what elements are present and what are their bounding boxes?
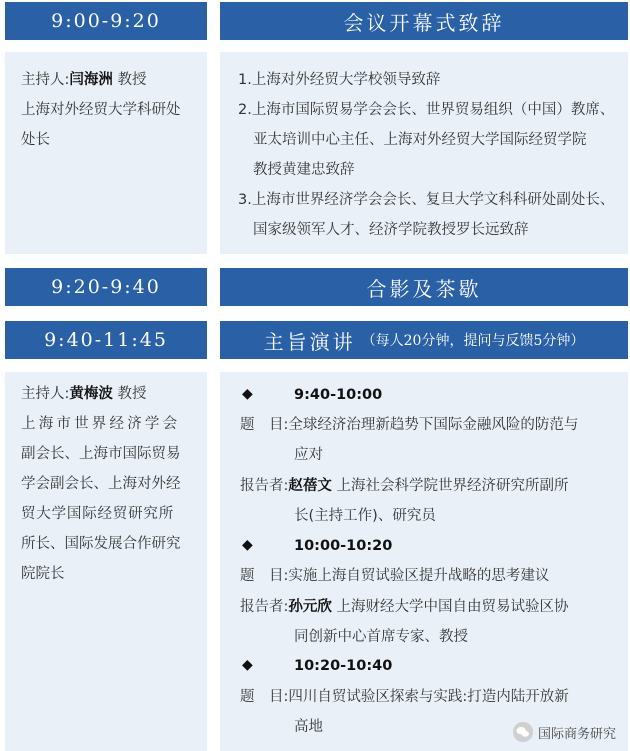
session-title-bar: [220, 268, 628, 306]
speech-item: 1.上海对外经贸大学校领导致辞: [238, 72, 441, 88]
diamond-bullet-icon: ◆: [242, 537, 253, 553]
time-slot-bar: [5, 268, 207, 306]
host-line: 主持人:黄梅波 教授: [21, 386, 147, 402]
talk-reporter: 报告者:孙元欣 上海财经大学中国自由贸易试验区协: [240, 599, 569, 615]
session-note: （每人20分钟，提问与反馈5分钟）: [361, 333, 585, 349]
wechat-icon: [512, 721, 534, 743]
reporter-name: 孙元欣: [288, 599, 332, 615]
host-title: 贸大学国际经贸研究所: [21, 506, 174, 522]
speech-item-cont: 国家级领军人才、经济学院教授罗长远致辞: [253, 222, 529, 238]
talk-reporter-cont: 同创新中心首席专家、教授: [294, 629, 468, 645]
talk-topic-cont: 应对: [294, 447, 323, 463]
host-title: 副会长、上海市国际贸易: [21, 446, 181, 462]
talk-time: 9:40-10:00: [294, 387, 383, 403]
host-title: 院院长: [21, 566, 65, 582]
diamond-bullet-icon: ◆: [242, 386, 253, 402]
host-title: 处长: [21, 132, 50, 148]
host-title: 学会副会长、上海对外经: [21, 476, 181, 492]
host-title: 上海对外经贸大学科研处: [21, 102, 181, 118]
session-title: 主旨演讲: [263, 329, 356, 354]
talk-time: 10:00-10:20: [294, 538, 393, 554]
host-title: 所长、国际发展合作研究: [21, 536, 181, 552]
speech-item-cont: 教授黄建忠致辞: [253, 162, 355, 178]
talk-time: 10:20-10:40: [294, 658, 393, 674]
talks-panel: [220, 372, 628, 751]
talk-topic: 题 目:全球经济治理新趋势下国际金融风险的防范与: [240, 417, 579, 433]
time-slot-label: 9:40-11:45: [44, 329, 168, 351]
time-slot-label: 9:00-9:20: [51, 10, 161, 32]
talk-reporter: 报告者:赵蓓文 上海社会科学院世界经济研究所副所: [240, 478, 569, 494]
talk-topic-cont: 高地: [294, 719, 323, 735]
watermark: [512, 721, 616, 743]
host-panel: [5, 52, 207, 254]
speech-item: 2.上海市国际贸易学会会长、世界贸易组织（中国）教席、: [238, 102, 615, 118]
speech-item: 3.上海市世界经济学会会长、复旦大学文科科研处副处长、: [238, 192, 615, 208]
host-line: 主持人:闫海洲 教授: [21, 72, 147, 88]
host-title: 上海市世界经济学会: [21, 416, 181, 432]
session-title: 会议开幕式致辞: [343, 10, 505, 35]
host-name: 闫海洲: [69, 72, 113, 88]
diamond-bullet-icon: ◆: [242, 657, 253, 673]
session-title-bar: [220, 2, 628, 40]
host-name: 黄梅波: [69, 386, 113, 402]
session-title: 合影及茶歇: [366, 276, 482, 301]
watermark-text: 国际商务研究: [537, 726, 616, 742]
time-slot-bar: [5, 2, 207, 40]
talk-reporter-cont: 长(主持工作)、研究员: [294, 508, 436, 524]
time-slot-bar: [5, 321, 207, 359]
speech-panel: [220, 52, 628, 254]
session-title-bar: [220, 321, 628, 359]
talk-topic: 题 目:四川自贸试验区探索与实践:打造内陆开放新: [240, 689, 569, 705]
talk-topic: 题 目:实施上海自贸试验区提升战略的思考建议: [240, 568, 550, 584]
host-panel: [5, 372, 207, 751]
time-slot-label: 9:20-9:40: [51, 276, 161, 298]
reporter-name: 赵蓓文: [288, 478, 332, 494]
speech-item-cont: 亚太培训中心主任、上海对外经贸大学国际经贸学院: [253, 132, 587, 148]
